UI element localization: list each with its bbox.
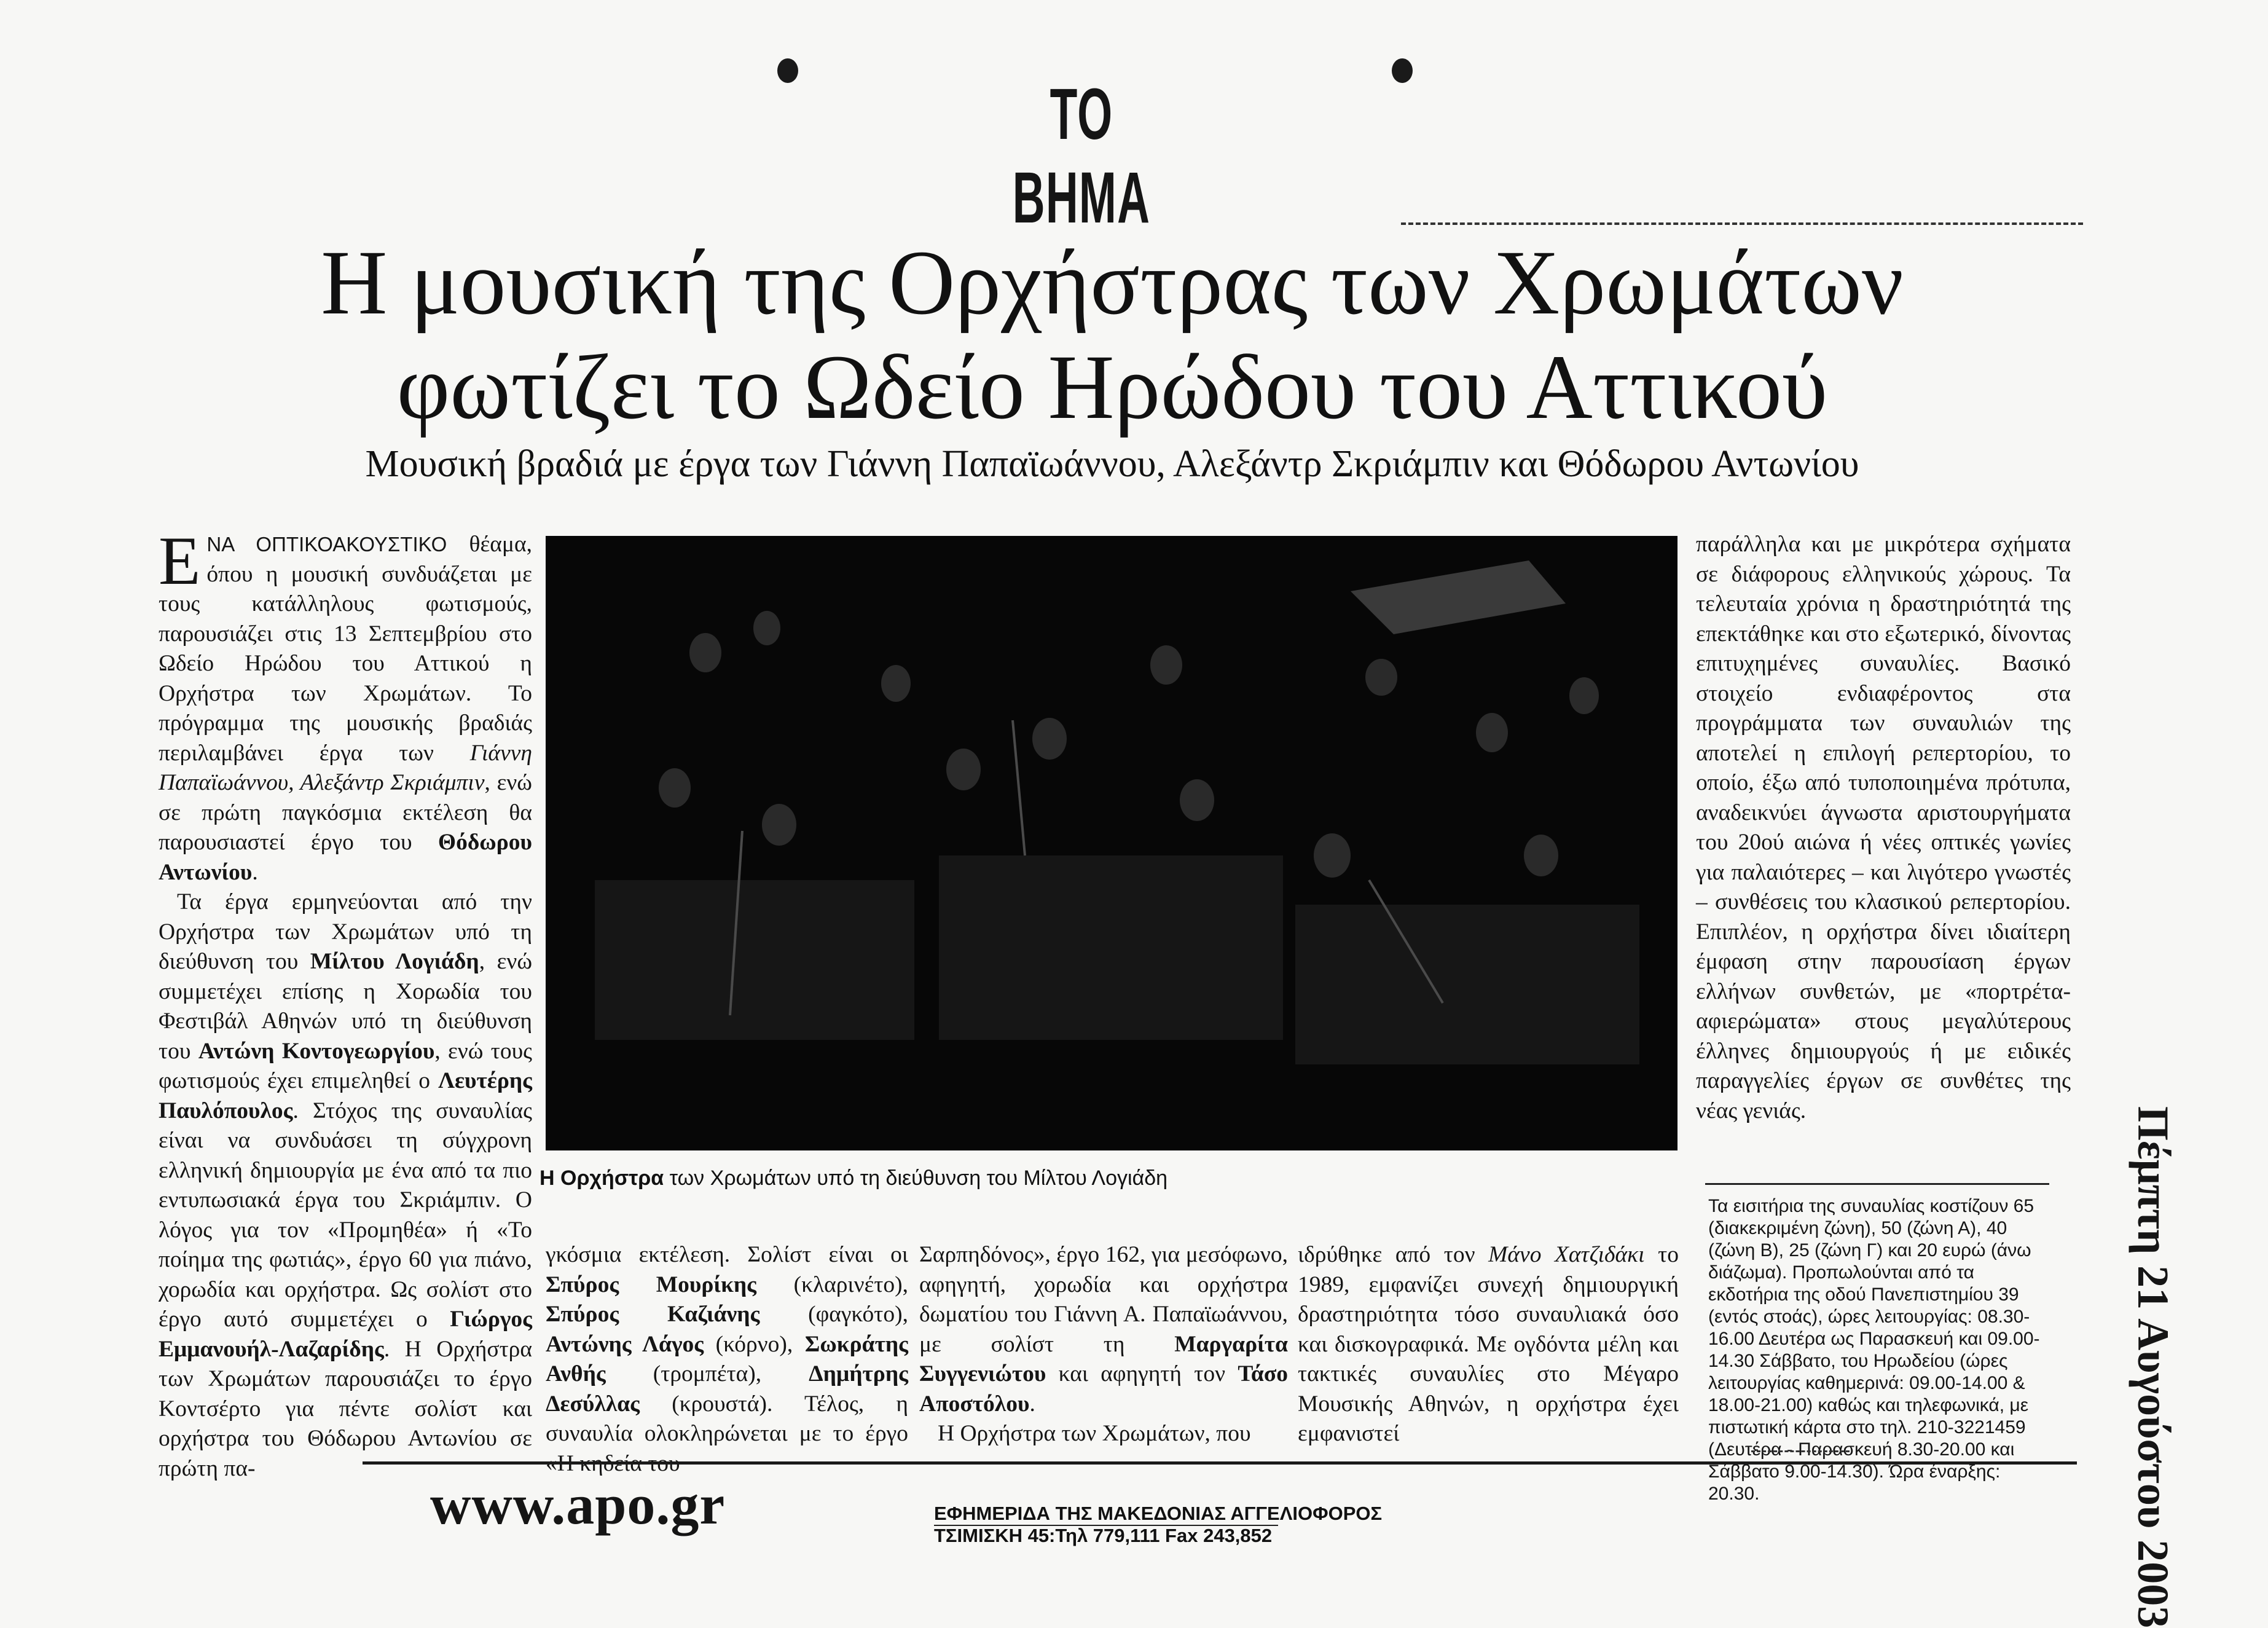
info-box-rule <box>1705 1183 2049 1185</box>
divider-dashed-small <box>1751 1450 1850 1452</box>
publication-date: Πέμπτη 21 Αυγούστου 2003 <box>2129 1106 2178 1628</box>
headline-line-2: φωτίζει το Ωδείο Ηρώδου του Αττικού <box>396 336 1828 438</box>
punch-hole-left <box>777 58 798 83</box>
article-column-4 <box>1696 530 2071 1126</box>
article-paragraph-1: ΕΝΑ ΟΠΤΙΚΟΑΚΟΥΣΤΙΚΟ θέαμα, όπου η μουσική συνδυάζεται με τους κατάλληλους φωτισμούς, παρουσιάζει στις 13 Σεπτεμβρίου στο Ωδείο Ηρώδου του Αττικού η Ορχήστρα των Χρωμάτων. Το πρόγραμμα της μουσικής βραδιάς περιλαμβάνει έργα των Γιάννη Παπαϊωάννου, Αλεξάντρ Σκριάμπιν, ενώ σε πρώτη παγκόσμια εκτέλεση θα παρουσιαστεί έργο του Θόδωρου Αντωνίου. <box>159 523 532 885</box>
newspaper-title: ΕΦΗΜΕΡΙΔΑ ΤΗΣ ΜΑΚΕΔΟΝΙΑΣ ΑΓΓΕΛΙΟΦΟΡΟΣ <box>934 1503 1383 1524</box>
article-column-3 <box>919 1240 1288 1449</box>
ticket-info-box <box>1708 1195 2040 1505</box>
headline <box>221 230 2003 439</box>
ticket-info-text: Τα εισιτήρια της συναυλίας κοστίζουν 65 (διακεκριμένη ζώνη), 50 (ζώνη Α), 40 (ζώνη Β), 25 (ζώνη Γ) και 20 ευρώ (άνω διάζωμα). Προπωλούνται από τα εκδοτήρια της οδού Πανεπιστημίου 39 (εντός στοάς), ώρες λειτουργίας: 08.30-16.00 Δευτέρα ως Παρασκευή και 09.00-14.30 Σάββατο, του Ηρωδείου (ώρες λειτουργίας καθημερινά: 09.00-14.00 & 18.00-21.00) καθώς και τηλεφωνικά, με πιστωτική κάρτα στο τηλ. 210-3221459 (Δευτέρα - Παρασκευή 8.30-20.00 και Σάββατο 9.00-14.30). Ώρα έναρξης: 20.30. <box>1708 1196 2040 1504</box>
headline-line-1: Η μουσική της Ορχήστρας των Χρωμάτων <box>321 232 1904 334</box>
orchestra-photo-graphic <box>546 536 1677 1150</box>
website-url: www.apo.gr <box>430 1473 726 1536</box>
article-paragraph-2: Τα έργα ερμηνεύονται από την Ορχήστρα των Χρωμάτων υπό τη διεύθυνση του Μίλτου Λογιάδη, ενώ συμμετέχει επίσης η Χορωδία του Φεστιβάλ Αθηνών υπό τη διεύθυνση του Αντώνη Κοντογεωργίου, ενώ τους φωτισμούς έχει επιμεληθεί ο Λευτέρης Παυλόπουλος. Στόχος της συναυλίας είναι να συνδυάσει τη σύγχρονη ελληνική δημιουργία με ένα από τα πιο εντυπωσιακά έργα του Σκριάμπιν. Ο λόγος για τον «Προμηθέα» ή «Το ποίημα της φωτιάς», έργο 60 για πιάνο, χορωδία και ορχήστρα. Ως σολίστ στο έργο αυτό συμμετέχει ο Γιώργος Εμμανουήλ-Λαζαρίδης. Η Ορχήστρα των Χρωμάτων παρουσιάζει το έργο Κοντσέρτο για πέντε σολίστ και ορχήστρα του Θόδωρου Αντωνίου σε πρώτη πα- <box>159 889 533 1481</box>
article-column-2 <box>546 1240 908 1479</box>
newspaper-name-underline <box>934 1525 1278 1526</box>
article-column-1 <box>159 523 533 1484</box>
article-paragraph-sarpedon: Σαρπηδόνος», έργο 162, για μεσόφωνο, αφηγητή, χορωδία και ορχήστρα δωματίου του Γιάννη Α. Παπαϊωάννου, με σολίστ τη Μαργαρίτα Συγγενιώτου και αφηγητή τον Τάσο Αποστόλου. <box>919 1242 1288 1417</box>
article-paragraph-history: ιδρύθηκε από τον Μάνο Χατζιδάκι το 1989, εμφανίζει συνεχή δημιουργική δραστηριότητα τόσο συναυλιακά όσο και δισκογραφικά. Με ογδόντα μέλη και τακτικές συναυλίες στο Μέγαρο Μουσικής Αθηνών, η ορχήστρα έχει εμφανιστεί <box>1298 1242 1679 1446</box>
dropcap: Ε <box>159 523 201 599</box>
subheadline: Μουσική βραδιά με έργα των Γιάννη Παπαϊωάννου, Αλεξάντρ Σκριάμπιν και Θόδωρου Αντωνίου <box>365 443 1859 485</box>
divider-dashed <box>1401 222 2083 225</box>
photo-caption: Η Ορχήστρα των Χρωμάτων υπό τη διεύθυνση του Μίλτου Λογιάδη <box>540 1166 1168 1190</box>
footer-rule <box>363 1461 2077 1465</box>
punch-hole-right <box>1392 58 1413 83</box>
article-paragraph-orchestra-start: Η Ορχήστρα των Χρωμάτων, που <box>938 1421 1251 1446</box>
article-paragraph-soloists: γκόσμια εκτέλεση. Σολίστ είναι οι Σπύρος Μουρίκης (κλαρινέτο), Σπύρος Καζιάνης (φαγκότο), Αντώνης Λάγος (κόρνο), Σωκράτης Ανθής (τρομπέτα), Δημήτρης Δεσύλλας (κρουστά). Τέλος, η συναυλία ολοκληρώνεται με το έργο «Η κηδεία του <box>546 1242 908 1476</box>
masthead: ΤΟ ΒΗΜΑ <box>1012 74 1151 238</box>
orchestra-photo <box>546 536 1677 1150</box>
article-paragraph-right: παράλληλα και με μικρότερα σχήματα σε διάφορους ελληνικούς χώρους. Τα τελευταία χρόνια η δραστηριότητά της επεκτάθηκε και στο εξωτερικό, δίνοντας επιτυχημένες συναυλίες. Βασικό στοιχείο ενδιαφέροντος στα προγράμματα των συναυλιών της αποτελεί η επιλογή ρεπερτορίου, το οποίο, έξω από τυποποιημένα πρότυπα, αναδεικνύει άγνωστα αριστουργήματα του 20ού αιώνα ή νέες οπτικές γωνίες για παλαιότερες – και λιγότερο γνωστές – συνθέσεις του κλασικού ρεπερτορίου. Επιπλέον, η ορχήστρα δίνει ιδιαίτερη έμφαση στην παρουσίαση έργων ελλήνων συνθετών, με «πορτρέτα-αφιερώματα» στους μεγαλύτερους έλληνες δημιουργούς ή με ειδικές παραγγελίες έργων σε συνθέτες της νέας γενιάς. <box>1696 532 2071 1123</box>
article-column-3b <box>1298 1240 1679 1449</box>
newspaper-contact: ΤΣΙΜΙΣΚΗ 45:Τηλ 779,111 Fax 243,852 <box>934 1525 1273 1546</box>
